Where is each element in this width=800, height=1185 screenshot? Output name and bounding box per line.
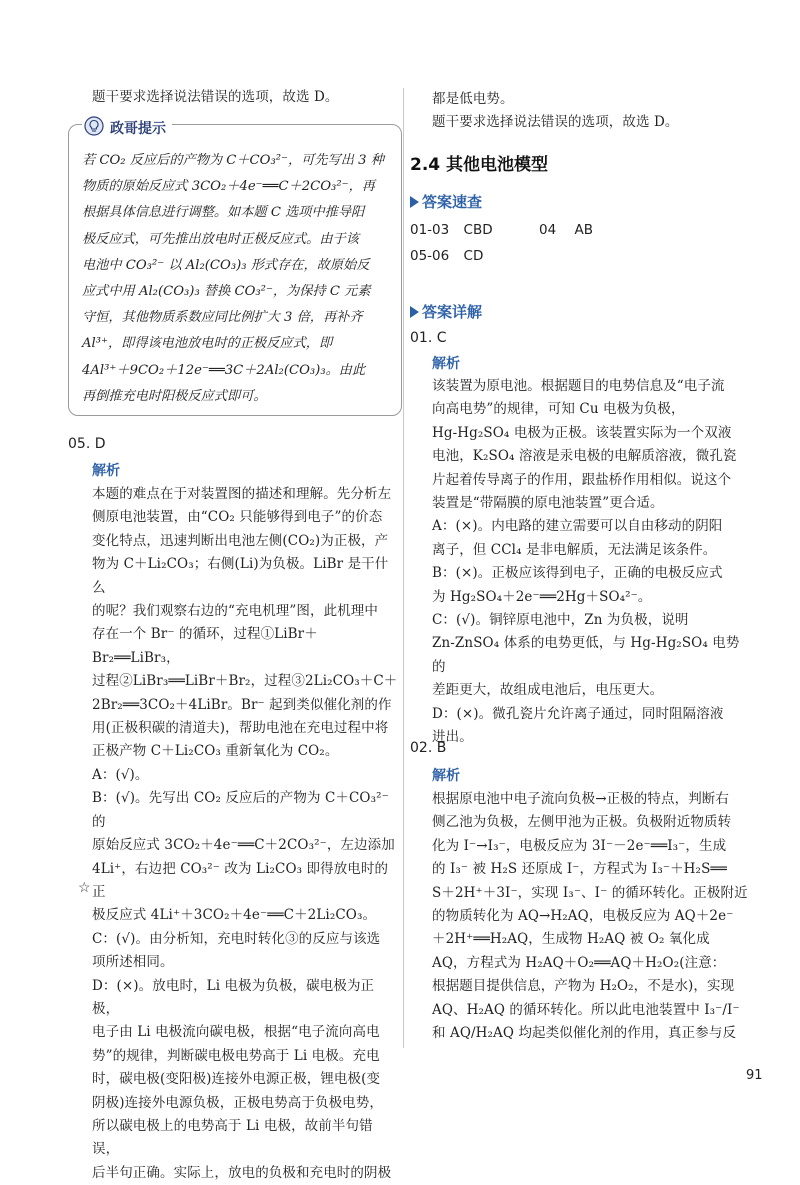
tip-line: 再倒推充电时阳极反应式即可。 — [82, 388, 267, 404]
body-line: B：(×)。正极应该得到电子，正确的电极反应式 — [432, 565, 723, 582]
body-line: D：(×)。微孔瓷片允许离子通过，同时阻隔溶液 — [432, 705, 724, 722]
quick-answer-row — [410, 222, 493, 238]
body-line: 化为 I⁻→I₃⁻，电极反应为 3I⁻－2e⁻══I₃⁻，生成 — [432, 837, 727, 854]
body-line: AQ，方程式为 H₂AQ＋O₂══AQ＋H₂O₂(注意： — [432, 954, 726, 971]
quick-answer-title: 答案速查 — [422, 193, 483, 211]
body-line: 2Br₂══3CO₂＋4LiBr。Br⁻ 起到类似催化剂的作 — [92, 696, 392, 713]
question-01-analysis-label: 解析 — [432, 356, 460, 372]
answer-value: AB — [574, 222, 593, 238]
body-line: 正极产物 C＋Li₂CO₃ 重新氧化为 CO₂。 — [92, 743, 339, 760]
body-line: 过程②LiBr₃══LiBr＋Br₂，过程③2Li₂CO₃＋C＋ — [92, 673, 398, 690]
tip-header — [82, 116, 172, 140]
triangle-bullet-icon — [410, 306, 419, 318]
body-line: 根据原电池中电子流向负极→正极的特点，判断右 — [432, 791, 730, 807]
tip-line: 4Al³⁺＋9CO₂＋12e⁻══3C＋2Al₂(CO₃)₃。由此 — [82, 362, 366, 378]
body-line: 装置是“带隔膜的原电池装置”更合适。 — [432, 495, 664, 512]
body-line: S＋2H⁺＋3I⁻，实现 I₃⁻、I⁻ 的循环转化。正极附近 — [432, 884, 748, 901]
question-05-body — [92, 483, 398, 1185]
question-02-number: 02. B — [410, 740, 447, 756]
body-line: 片起着传导离子的作用，跟盐桥作用相似。说这个 — [432, 471, 732, 488]
body-line: A：(√)。 — [92, 766, 149, 783]
column-divider — [403, 88, 404, 1048]
tip-line: 物质的原始反应式 3CO₂＋4e⁻══C＋2CO₃²⁻，再 — [82, 179, 375, 195]
answer-value: CD — [463, 248, 484, 264]
section-title: 2.4 其他电池模型 — [410, 155, 549, 175]
body-line: 时，碳电极(变阳极)连接外电源正极，锂电极(变 — [92, 1071, 381, 1088]
question-05-number: 05. D — [68, 436, 106, 452]
body-line: D：(×)。放电时，Li 电极为负极，碳电极为正极， — [92, 977, 375, 1017]
body-line: 和 AQ/H₂AQ 均起类似催化剂的作用，真正参与反 — [432, 1025, 737, 1042]
tip-line: 极反应式，可先推出放电时正极反应式。由于该 — [82, 231, 359, 247]
body-line: 向高电势”的规律，可知 Cu 电极为负极， — [432, 401, 685, 418]
body-line: 的 I₃⁻ 被 H₂S 还原成 I⁻，方程式为 I₃⁻＋H₂S══ — [432, 861, 727, 878]
right-top-text — [432, 88, 750, 135]
tip-line: 应式中用 Al₂(CO₃)₃ 替换 CO₃²⁻，为保持 C 元素 — [82, 284, 371, 300]
answer-value: CBD — [463, 222, 493, 238]
answer-range: 05-06 — [410, 248, 450, 264]
lightbulb-icon — [84, 116, 104, 140]
tip-line: 电池中 CO₃²⁻ 以 Al₂(CO₃)₃ 形式存在，故原始反 — [82, 257, 370, 273]
body-line: 存在一个 Br⁻ 的循环，过程①LiBr＋Br₂══LiBr₃， — [92, 626, 318, 666]
body-line: 电子由 Li 电极流向碳电极，根据“电子流向高电 — [92, 1024, 380, 1041]
body-line: 差距更大，故组成电池后，电压更大。 — [432, 682, 664, 699]
body-line: A：(×)。内电路的建立需要可以自由移动的阴阳 — [432, 518, 723, 535]
right-top-line: 题干要求选择说法错误的选项，故选 D。 — [432, 114, 679, 131]
tip-line: 守恒，其他物质系数应同比例扩大 3 倍，再补齐 — [82, 310, 363, 326]
tip-line: Al³⁺，即得该电池放电时的正极反应式，即 — [82, 336, 333, 352]
body-line: 变化特点，迅速判断出电池左侧(CO₂)为正极，产 — [92, 532, 389, 549]
body-line: 极反应式 4Li⁺＋3CO₂＋4e⁻══C＋2Li₂CO₃。 — [92, 907, 377, 924]
quick-answer-row-second — [539, 222, 593, 238]
body-line: 该装置为原电池。根据题目的电势信息及“电子流 — [432, 378, 725, 394]
question-02-analysis-label: 解析 — [432, 768, 460, 784]
body-line: 进出。 — [432, 729, 473, 746]
body-line: 原始反应式 3CO₂＋4e⁻══C＋2CO₃²⁻，左边添加 — [92, 837, 395, 854]
right-top-line: 都是低电势。 — [432, 91, 514, 107]
quick-answer-row — [410, 248, 483, 264]
body-line: ＋2H⁺══H₂AQ，生成物 H₂AQ 被 O₂ 氧化成 — [432, 931, 710, 948]
star-mark-icon: ☆ — [78, 880, 91, 896]
body-line: 根据题目提供信息，产物为 H₂O₂，不是水)，实现 — [432, 978, 735, 995]
question-01-body — [432, 375, 750, 750]
answer-range: 01-03 — [410, 222, 450, 238]
detail-answer-title: 答案详解 — [422, 303, 483, 321]
tip-body — [82, 148, 388, 410]
body-line: 离子，但 CCl₄ 是非电解质，无法满足该条件。 — [432, 541, 717, 558]
question-02-body — [432, 788, 750, 1045]
body-line: 侧乙池为负极，左侧甲池为正极。负极附近物质转 — [432, 814, 732, 831]
body-line: 为 Hg₂SO₄＋2e⁻══2Hg＋SO₄²⁻。 — [432, 588, 652, 605]
body-line: AQ、H₂AQ 的循环转化。所以此电池装置中 I₃⁻/I⁻ — [432, 1001, 740, 1018]
tip-line: 若 CO₂ 反应后的产物为 C＋CO₃²⁻，可先写出 3 种 — [82, 153, 384, 168]
tip-title: 政哥提示 — [110, 121, 166, 137]
body-line: 势”的规律，判断碳电极电势高于 Li 电极。充电 — [92, 1047, 380, 1064]
body-line: 4Li⁺，右边把 CO₃²⁻ 改为 Li₂CO₃ 即得放电时的正 — [92, 860, 389, 900]
question-05-analysis-label: 解析 — [92, 463, 120, 479]
body-line: 阴极)连接外电源负极，正极电势高于负极电势， — [92, 1094, 383, 1111]
body-line: B：(√)。先写出 CO₂ 反应后的产物为 C＋CO₃²⁻ 的 — [92, 790, 389, 830]
body-line: C：(√)。铜锌原电池中，Zn 为负极，说明 — [432, 612, 689, 629]
body-line: 本题的难点在于对装置图的描述和理解。先分析左 — [92, 486, 392, 502]
body-line: 的物质转化为 AQ→H₂AQ，电极反应为 AQ＋2e⁻ — [432, 908, 734, 925]
question-01-number: 01. C — [410, 330, 447, 346]
triangle-bullet-icon — [410, 196, 419, 208]
left-top-line: 题干要求选择说法错误的选项，故选 D。 — [92, 89, 339, 105]
body-line: 用(正极积碳的清道夫)，帮助电池在充电过程中将 — [92, 720, 389, 737]
body-line: 后半句正确。实际上，放电的负极和充电时的阴极 — [92, 1164, 392, 1181]
body-line: 物为 C＋Li₂CO₃；右侧(Li)为负极。LiBr 是干什么 — [92, 556, 389, 596]
body-line: C：(√)。由分析知，充电时转化③的反应与该选 — [92, 930, 381, 947]
answer-range: 04 — [539, 222, 557, 238]
page-number: 91 — [746, 1068, 763, 1083]
body-line: Zn-ZnSO₄ 体系的电势更低，与 Hg-Hg₂SO₄ 电势的 — [432, 635, 740, 675]
quick-answer-heading — [410, 191, 482, 212]
body-line: 电池，K₂SO₄ 溶液是汞电极的电解质溶液，微孔瓷 — [432, 448, 737, 465]
tip-line: 根据具体信息进行调整。如本题 C 选项中推导阳 — [82, 205, 365, 221]
body-line: 所以碳电极上的电势高于 Li 电极，故前半句错误， — [92, 1117, 373, 1158]
body-line: 的呢？我们观察右边的“充电机理”图，此机理中 — [92, 603, 379, 620]
body-line: 侧原电池装置，由“CO₂ 只能够得到电子”的价态 — [92, 509, 383, 526]
body-line: Hg-Hg₂SO₄ 电极为正极。该装置实际为一个双液 — [432, 424, 732, 441]
body-line: 项所述相同。 — [92, 954, 174, 971]
detail-answer-heading — [410, 301, 482, 322]
